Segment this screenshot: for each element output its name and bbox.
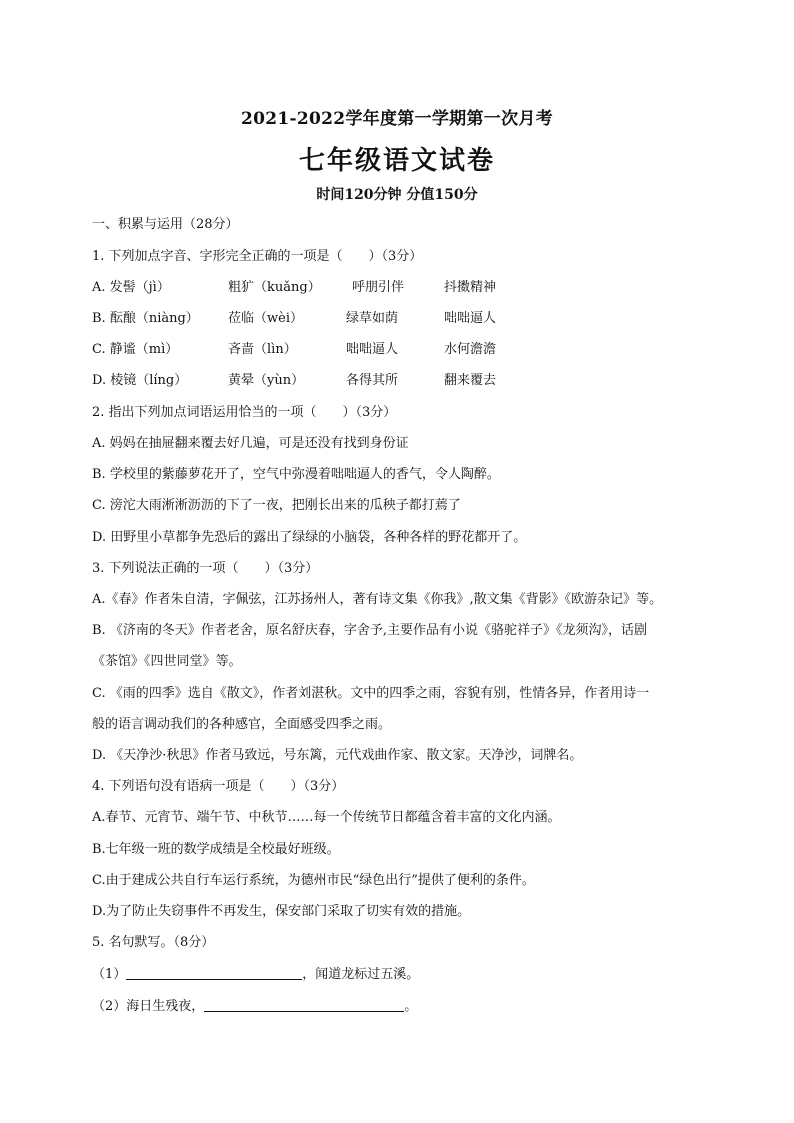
q1-cell: 呼朋引伴: [352, 280, 405, 295]
q1-cell: C. 静谧（mì）: [92, 342, 179, 357]
q3-option-c-cont: 般的语言调动我们的各种感官，全面感受四季之雨。: [92, 717, 392, 732]
q2-option-d: D. 田野里小草都争先恐后的露出了绿绿的小脑袋，各种各样的野花都开了。: [92, 530, 527, 545]
q1-cell: 抖擞精神: [444, 280, 497, 295]
q5-stem: 5. 名句默写。（8分）: [92, 935, 215, 950]
q1-cell: 粗犷（kuǎng）: [228, 280, 321, 295]
q1-cell: D. 棱镜（líng）: [92, 373, 188, 388]
q3-option-b-cont: 《茶馆》《四世同堂》等。: [92, 654, 242, 669]
q5-item-1-suffix: ，闻道龙标过五溪。: [302, 967, 420, 982]
q2-stem: 2. 指出下列加点词语运用恰当的一项（ ）（3分）: [92, 405, 397, 420]
q1-cell: 翻来覆去: [444, 373, 497, 388]
q3-option-c: C. 《雨的四季》选自《散文》，作者刘湛秋。文中的四季之雨，容貌有别，性情各异，作者用诗一: [92, 686, 650, 701]
q1-cell: B. 酝酿（niàng）: [92, 311, 199, 326]
q1-cell: 吝啬（lìn）: [228, 342, 297, 357]
q1-cell: 咄咄逼人: [444, 311, 497, 326]
q4-option-d: D.为了防止失窃事件不再发生，保安部门采取了切实有效的措施。: [92, 904, 471, 919]
q1-cell: 各得其所: [346, 373, 399, 388]
q1-cell: A. 发髻（jì）: [92, 280, 170, 295]
section-heading: 一、积累与运用（28分）: [92, 217, 239, 232]
q1-stem: 1. 下列加点字音、字形完全正确的一项是（ ）（3分）: [92, 249, 423, 264]
q1-cell: 咄咄逼人: [346, 342, 399, 357]
q4-stem: 4. 下列语句没有语病一项是（ ）（3分）: [92, 779, 345, 794]
q5-item-1-prefix: （1）: [92, 967, 127, 982]
q5-item-1: [92, 965, 712, 984]
q2-option-c: C. 滂沱大雨淅淅沥沥的下了一夜，把刚长出来的瓜秧子都打蔫了: [92, 498, 461, 513]
q1-cell: 黄晕（yùn）: [228, 373, 305, 388]
q5-item-2-suffix: 。: [404, 999, 418, 1014]
q3-stem: 3. 下列说法正确的一项（ ）（3分）: [92, 561, 319, 576]
q2-option-a: A. 妈妈在抽屉翻来覆去好几遍，可是还没有找到身份证: [92, 436, 409, 451]
q3-option-b: B. 《济南的冬天》作者老舍，原名舒庆春，字舍予,主要作品有小说《骆驼祥子》《龙须沟》，话剧: [92, 623, 647, 638]
q1-cell: 水何澹澹: [444, 342, 497, 357]
exam-title-subject: 七年级语文试卷: [298, 146, 495, 176]
q5-item-2: [92, 997, 712, 1016]
q5-item-1-blank[interactable]: [126, 965, 302, 980]
q4-option-a: A.春节、元宵节、端午节、中秋节……每一个传统节日都蕴含着丰富的文化内涵。: [92, 810, 561, 825]
q2-option-b: B. 学校里的紫藤萝花开了，空气中弥漫着咄咄逼人的香气，令人陶醉。: [92, 467, 500, 482]
q4-option-c: C.由于建成公共自行车运行系统，为德州市民“绿色出行”提供了便利的条件。: [92, 873, 535, 888]
q4-option-b: B.七年级一班的数学成绩是全校最好班级。: [92, 842, 340, 857]
q3-option-a: A.《春》作者朱自清，字佩弦，江苏扬州人，著有诗文集《你我》,散文集《背影》《欧游杂记》等。: [92, 592, 663, 607]
q1-cell: 绿草如荫: [346, 311, 399, 326]
exam-time-score: 时间120分钟 分值150分: [316, 187, 478, 203]
q5-item-2-blank[interactable]: [204, 997, 404, 1012]
q1-cell: 莅临（wèi）: [228, 311, 303, 326]
q5-item-2-prefix: （2）海日生残夜，: [92, 999, 205, 1014]
exam-title-term: 2021-2022学年度第一学期第一次月考: [241, 109, 553, 129]
q3-option-d: D. 《天净沙·秋思》作者马致远，号东篱，元代戏曲作家、散文家。天净沙，词牌名。: [92, 748, 583, 763]
